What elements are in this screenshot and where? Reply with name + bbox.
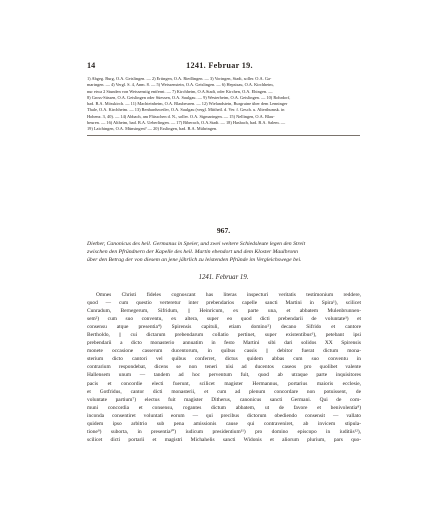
body-line: muni concordia et consensu, rogantes dictum abbatem, ut de favore et benivolentia⁸) — [87, 404, 361, 411]
section-divider — [87, 135, 360, 136]
body-line: Bertholdo, || cui dictarum prebendarum collatio pertinet, super existentibus⁶), petebant ipsi — [87, 332, 361, 339]
document-number: 967. — [216, 226, 231, 235]
body-line: Hallensem unum — tandem ad hoc perventum fuit, quod ab utraque parte inquisitores — [87, 372, 361, 379]
document-date: 1241. Februar 19. — [198, 274, 249, 281]
body-line: Cunradum, Bernegerum, Sifridum, || Heinricum, ex parte una, et abbatem Mulenbrunnen- — [87, 308, 361, 315]
body-line: pacis et concordie electi fuerunt, scilicet magister Hermannus, portarius maioris ecclesie, — [87, 380, 361, 387]
footnote-line: bad. B.A. Mösskirch. — 11) Machteinheim, O.A. Blaubeuren. — 12) Wielandstein, Burgruine über dem Lenninger — [87, 101, 288, 107]
body-line: tione⁹) suborta, in presentia¹⁰) iudicum presidentium¹¹) pro domino episcopo in iuditiis¹²), — [87, 428, 361, 435]
body-line: inconda consentiret voluntati eorum — qui precibus dictorum obediendo consensit — vallato — [87, 412, 361, 419]
body-line: et Gotfridus, cantor dicti monasterii, et cum ad plenum concordare non potuissent, de — [87, 388, 361, 395]
running-title: 1241. Februar 19. — [186, 61, 253, 70]
summary-line: Diether, Canonicus des heil. Germanus in Speier, und zwei weitere Schiedsleute legen den Streit — [87, 241, 306, 247]
body-line: contrarium respondebat, dicens se non teneri nisi ad ducentos caseos pro quolibet valente — [87, 364, 361, 371]
page-number: 14 — [87, 61, 96, 70]
body-line: consensu atque presentia⁴) Spirensis capituli, etiam domino⁵) decano Sifrido et cantore — [87, 324, 361, 331]
body-line: Omnes Christi fideles cognoscant has literas inspecturi veritatis testimonium reddere, — [96, 292, 361, 298]
body-line: monete occasione casserum ducentorum, in quibus cassis || debitor fuerat dictum mona- — [87, 348, 361, 355]
body-line: prebendarii a dicto monasterio annuatim in festo Martini sibi dari solidos XX Spirensis — [87, 340, 361, 347]
footnotes-block — [87, 76, 360, 133]
document-summary — [87, 240, 360, 264]
footnote-line: Thale, O.A. Kirchheim. — 13) Renhardsweiler, O.A. Saulgau (vergl. Mittheil. d. Ver. f. Gesch. u. Alterthumsk. in — [87, 107, 285, 113]
body-line: quidem ipso arbitrio sub pena amissionis cause qui contraveniret, ab invicem stipula- — [87, 420, 361, 427]
footnote-line: 19) Laichingen, O.A. Münsingen? — 20) Esslingen, bad. B.A. Mühringen. — [87, 126, 218, 132]
body-line: quod — cum questio verteretur inter prebendarios capelle sancti Martini in Spira¹), scilicet — [87, 300, 361, 307]
summary-line: zwischen den Pfründnern der Kapelle des heil. Martin ebendort und dem Kloster Maulbronn — [87, 249, 298, 256]
footnote-line: maringen. — 4) Vergl. S. 4, Anm. 8. — 5) Weissenstein, O.A. Geislingen. — 6) Hepsisau, O.A. Kirchheim, — [87, 82, 274, 88]
body-line: sem²) cum suo conventu, ex altera, super eo quod dicti prebendarii de voluntate³) et — [87, 316, 361, 323]
body-line: sterium dicto cantori vel quibus conferret, dictus quidem abbas cum suo conventu in — [87, 356, 361, 363]
body-line: voluntate partium⁷) electus fuit magister Ditherus, canonicus sancti Germani. Qui de com- — [87, 396, 361, 403]
footnote-line: 1) Abgeg. Burg, O.A. Geislingen. — 2) Ertingen, O.A. Riedlingen. — 3) Voringen, Stadt, soller. O.A. Ga- — [87, 76, 272, 81]
footnote-line: Hohenz. 3, 40). — 14) Abbach, am Flüsschen d. N., soller. O.A. Sigmaringen. — 15) Nellingen, O.A. Blau- — [87, 113, 275, 119]
footnote-line: nur etwa 2 Stunden von Weissenstig entfernt. — 7) Kirchheim, O.A.Stadt, oder Kirchen, O.A. Ehingen. — — [87, 88, 273, 94]
footnote-line: 8) Gross-Süssen, O.A. Geislingen oder Süessen, O.A. Saulgau. — 9) Westerheim, O.A. Geislingen. — 10) Rohrdorf, — [87, 94, 291, 100]
summary-line: über den Betrag der von diesem an jene jährlich zu leistenden Pfründe im Vergleichswege bei. — [87, 257, 302, 264]
footnote-line: beuren. — 16) Altheim, bad. B.A. Ueberlingen. — 17) Biberach, O.A.Stadt. — 18) Hasbach, bad. B.A. Salem. — — [87, 120, 286, 126]
document-body — [87, 291, 361, 444]
body-line: scilicet dicti portarii et magistri Michahelis sancti Widonis et aliorum plurium, pars quo- — [87, 436, 361, 443]
page-header — [87, 61, 352, 73]
